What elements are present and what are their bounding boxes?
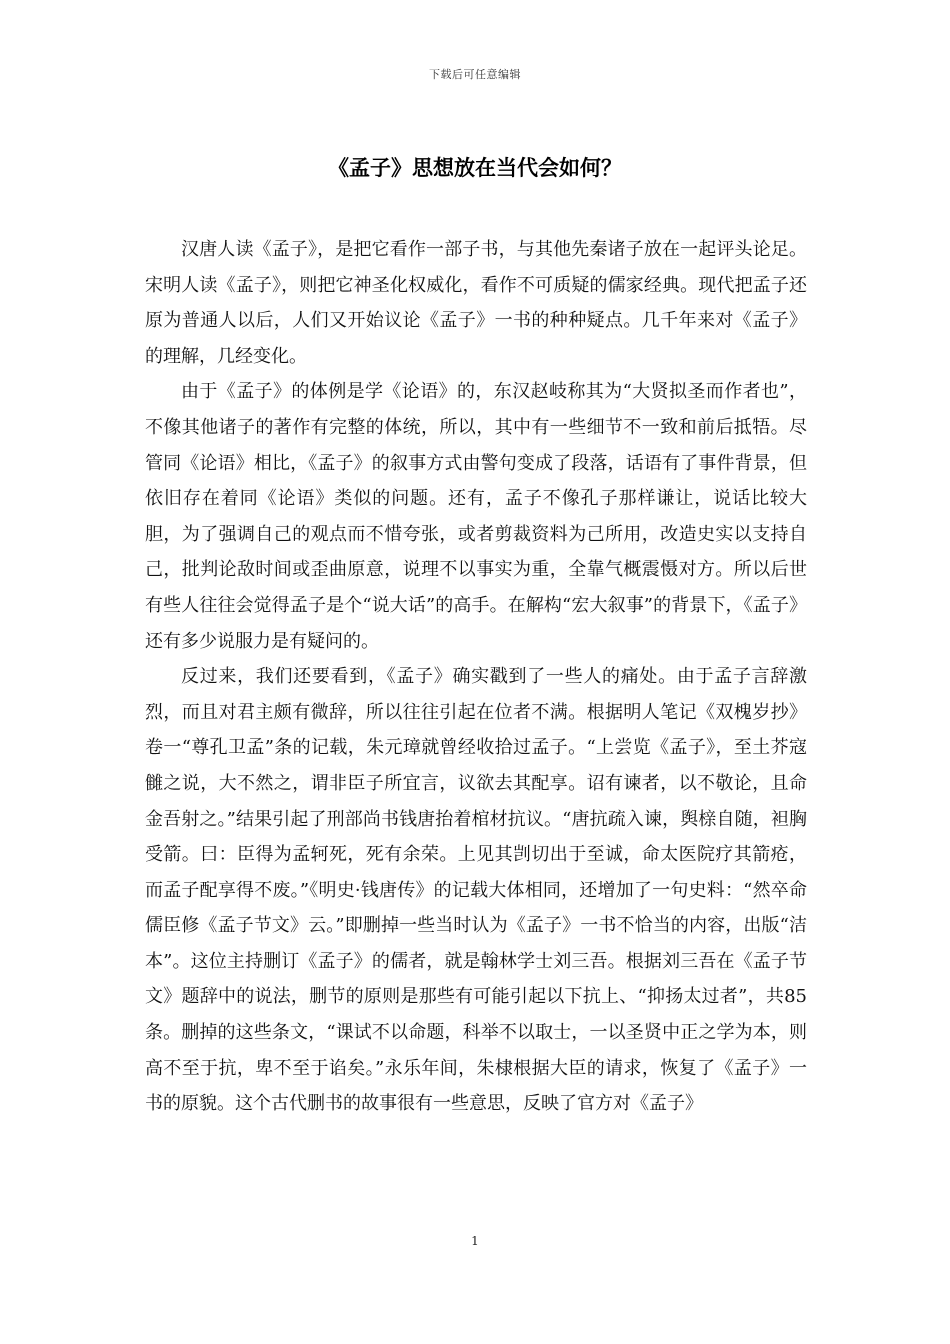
header-note: 下载后可任意编辑 — [429, 68, 521, 81]
page-number: 1 — [471, 1234, 479, 1248]
paragraph: 反过来，我们还要看到，《孟子》确实戳到了一些人的痛处。由于孟子言辞激烈，而且对君主颇有微辞，所以往往引起在位者不满。根据明人笔记《双槐岁抄》卷一“尊孔卫孟”条的记载，朱元璋就曾经收拾过孟子。“上尝览《孟子》，至土芥寇雠之说，大不然之，谓非臣子所宜言，议欲去其配享。诏有谏者，以不敬论，且命金吾射之。”结果引起了刑部尚书钱唐抬着棺材抗议。“唐抗疏入谏，舆榇自随，袒胸受箭。曰：臣得为孟轲死，死有余荣。上见其剀切出于至诚，命太医院疗其箭疮，而孟子配享得不废。”《明史·钱唐传》的记载大体相同，还增加了一句史料：“然卒命儒臣修《孟子节文》云。”即删掉一些当时认为《孟子》一书不恰当的内容，出版“洁本”。这位主持删订《孟子》的儒者，就是翰林学士刘三吾。根据刘三吾在《孟子节文》题辞中的说法，删节的原则是那些有可能引起以下抗上、“抑扬太过者”，共85条。删掉的这些条文，“课试不以命题，科举不以取士，一以圣贤中正之学为本，则高不至于抗，卑不至于谄矣。”永乐年间，朱棣根据大臣的请求，恢复了《孟子》一书的原貌。这个古代删书的故事很有一些意思，反映了官方对《孟子》 — [145, 666, 807, 1115]
paragraph: 由于《孟子》的体例是学《论语》的，东汉赵岐称其为“大贤拟圣而作者也”，不像其他诸子的著作有完整的体统，所以，其中有一些细节不一致和前后抵牾。尽管同《论语》相比，《孟子》的叙事方式由警句变成了段落，话语有了事件背景，但依旧存在着同《论语》类似的问题。还有，孟子不像孔子那样谦让，说话比较大胆，为了强调自己的观点而不惜夸张，或者剪裁资料为己所用，改造史实以支持自己，批判论敌时间或歪曲原意，说理不以事实为重，全靠气概震慑对方。所以后世有些人往往会觉得孟子是个“说大话”的高手。在解构“宏大叙事”的背景下，《孟子》还有多少说服力是有疑问的。 — [145, 381, 807, 652]
document-body — [145, 232, 807, 1122]
document-title: 《孟子》思想放在当代会如何？ — [328, 156, 622, 180]
paragraph: 汉唐人读《孟子》，是把它看作一部子书，与其他先秦诸子放在一起评头论足。宋明人读《孟子》，则把它神圣化权威化，看作不可质疑的儒家经典。现代把孟子还原为普通人以后，人们又开始议论《孟子》一书的种种疑点。几千年来对《孟子》的理解，几经变化。 — [145, 239, 807, 367]
